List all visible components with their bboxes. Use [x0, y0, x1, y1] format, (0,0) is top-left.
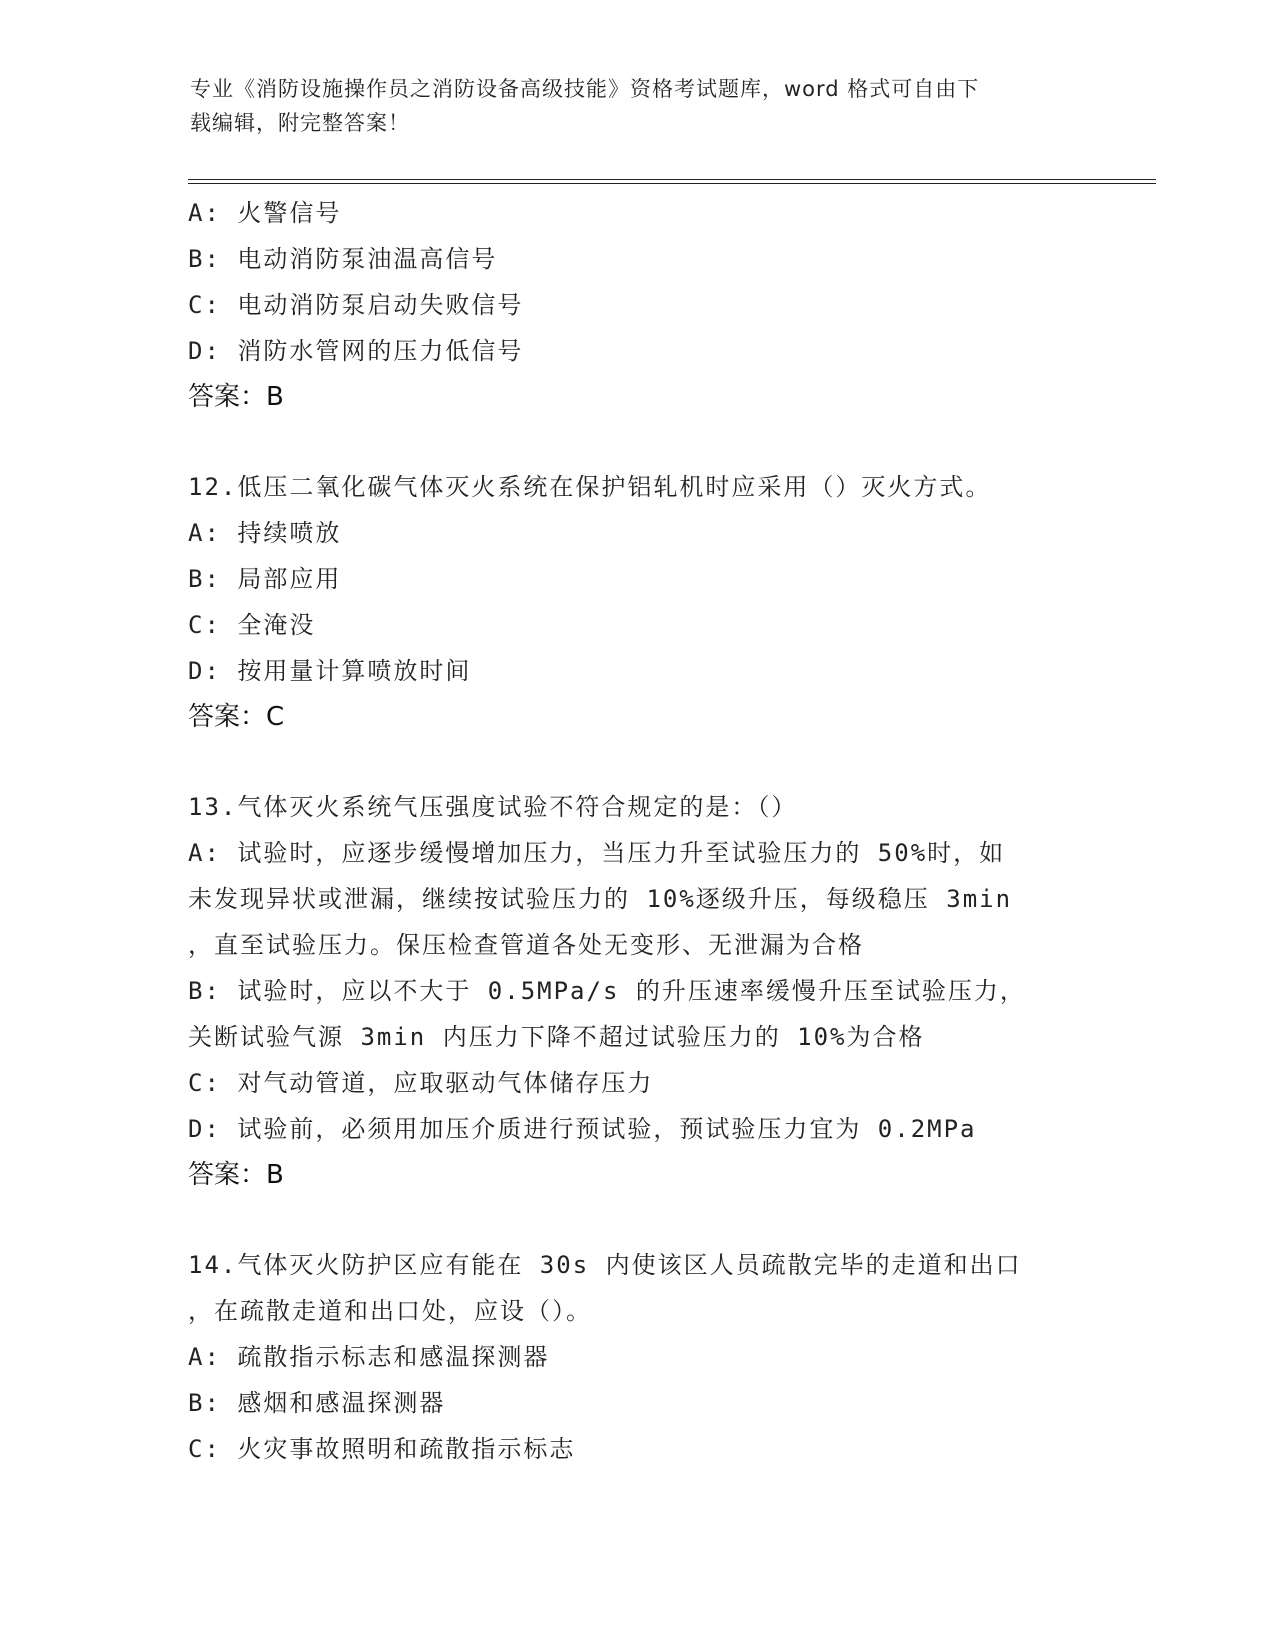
option-a-line-1: A: 试验时，应逐步缓慢增加压力，当压力升至试验压力的 50%时，如 — [188, 839, 1006, 867]
question-11 — [188, 190, 1088, 420]
option-b-line-2: 关断试验气源 3min 内压力下降不超过试验压力的 10%为合格 — [188, 1023, 925, 1051]
spacer — [188, 1198, 1088, 1242]
spacer — [188, 740, 1088, 784]
option-b-line-1: B: 试验时，应以不大于 0.5MPa/s 的升压速率缓慢升压至试验压力， — [188, 977, 1026, 1005]
option-c: C: 电动消防泵启动失败信号 — [188, 291, 524, 319]
question-14 — [188, 1242, 1088, 1472]
option-b: B: 局部应用 — [188, 565, 342, 593]
header-divider-top — [188, 179, 1156, 180]
option-c: C: 火灾事故照明和疏散指示标志 — [188, 1435, 576, 1463]
option-d: D: 试验前，必须用加压介质进行预试验，预试验压力宜为 0.2MPa — [188, 1115, 977, 1143]
option-a: A: 火警信号 — [188, 199, 342, 227]
option-a-line-2: 未发现异状或泄漏，继续按试验压力的 10%逐级升压，每级稳压 3min — [188, 885, 1013, 913]
question-12 — [188, 464, 1088, 740]
option-a: A: 疏散指示标志和感温探测器 — [188, 1343, 550, 1371]
spacer — [188, 420, 1088, 464]
option-c: C: 全淹没 — [188, 611, 316, 639]
answer-line: 答案：C — [188, 702, 285, 732]
question-content — [188, 190, 1088, 1472]
option-a-line-3: ，直至试验压力。保压检查管道各处无变形、无泄漏为合格 — [188, 931, 864, 959]
document-header — [190, 72, 1090, 140]
question-stem-line-1: 14.气体灭火防护区应有能在 30s 内使该区人员疏散完毕的走道和出口 — [188, 1251, 1022, 1279]
option-d: D: 消防水管网的压力低信号 — [188, 337, 524, 365]
option-b: B: 电动消防泵油温高信号 — [188, 245, 498, 273]
answer-line: 答案：B — [188, 1160, 284, 1190]
question-stem: 12.低压二氧化碳气体灭火系统在保护铝轧机时应采用（）灭火方式。 — [188, 473, 992, 501]
question-stem-line-2: ，在疏散走道和出口处，应设（）。 — [188, 1297, 592, 1325]
option-b: B: 感烟和感温探测器 — [188, 1389, 446, 1417]
option-c: C: 对气动管道，应取驱动气体储存压力 — [188, 1069, 654, 1097]
option-a: A: 持续喷放 — [188, 519, 342, 547]
option-d: D: 按用量计算喷放时间 — [188, 657, 472, 685]
question-stem: 13.气体灭火系统气压强度试验不符合规定的是：（） — [188, 793, 798, 821]
header-line-1: 专业《消防设施操作员之消防设备高级技能》资格考试题库，word 格式可自由下 — [190, 77, 980, 101]
question-13 — [188, 784, 1088, 1198]
header-divider-bottom — [188, 183, 1156, 184]
header-line-2: 载编辑，附完整答案！ — [190, 111, 410, 135]
answer-line: 答案：B — [188, 382, 284, 412]
